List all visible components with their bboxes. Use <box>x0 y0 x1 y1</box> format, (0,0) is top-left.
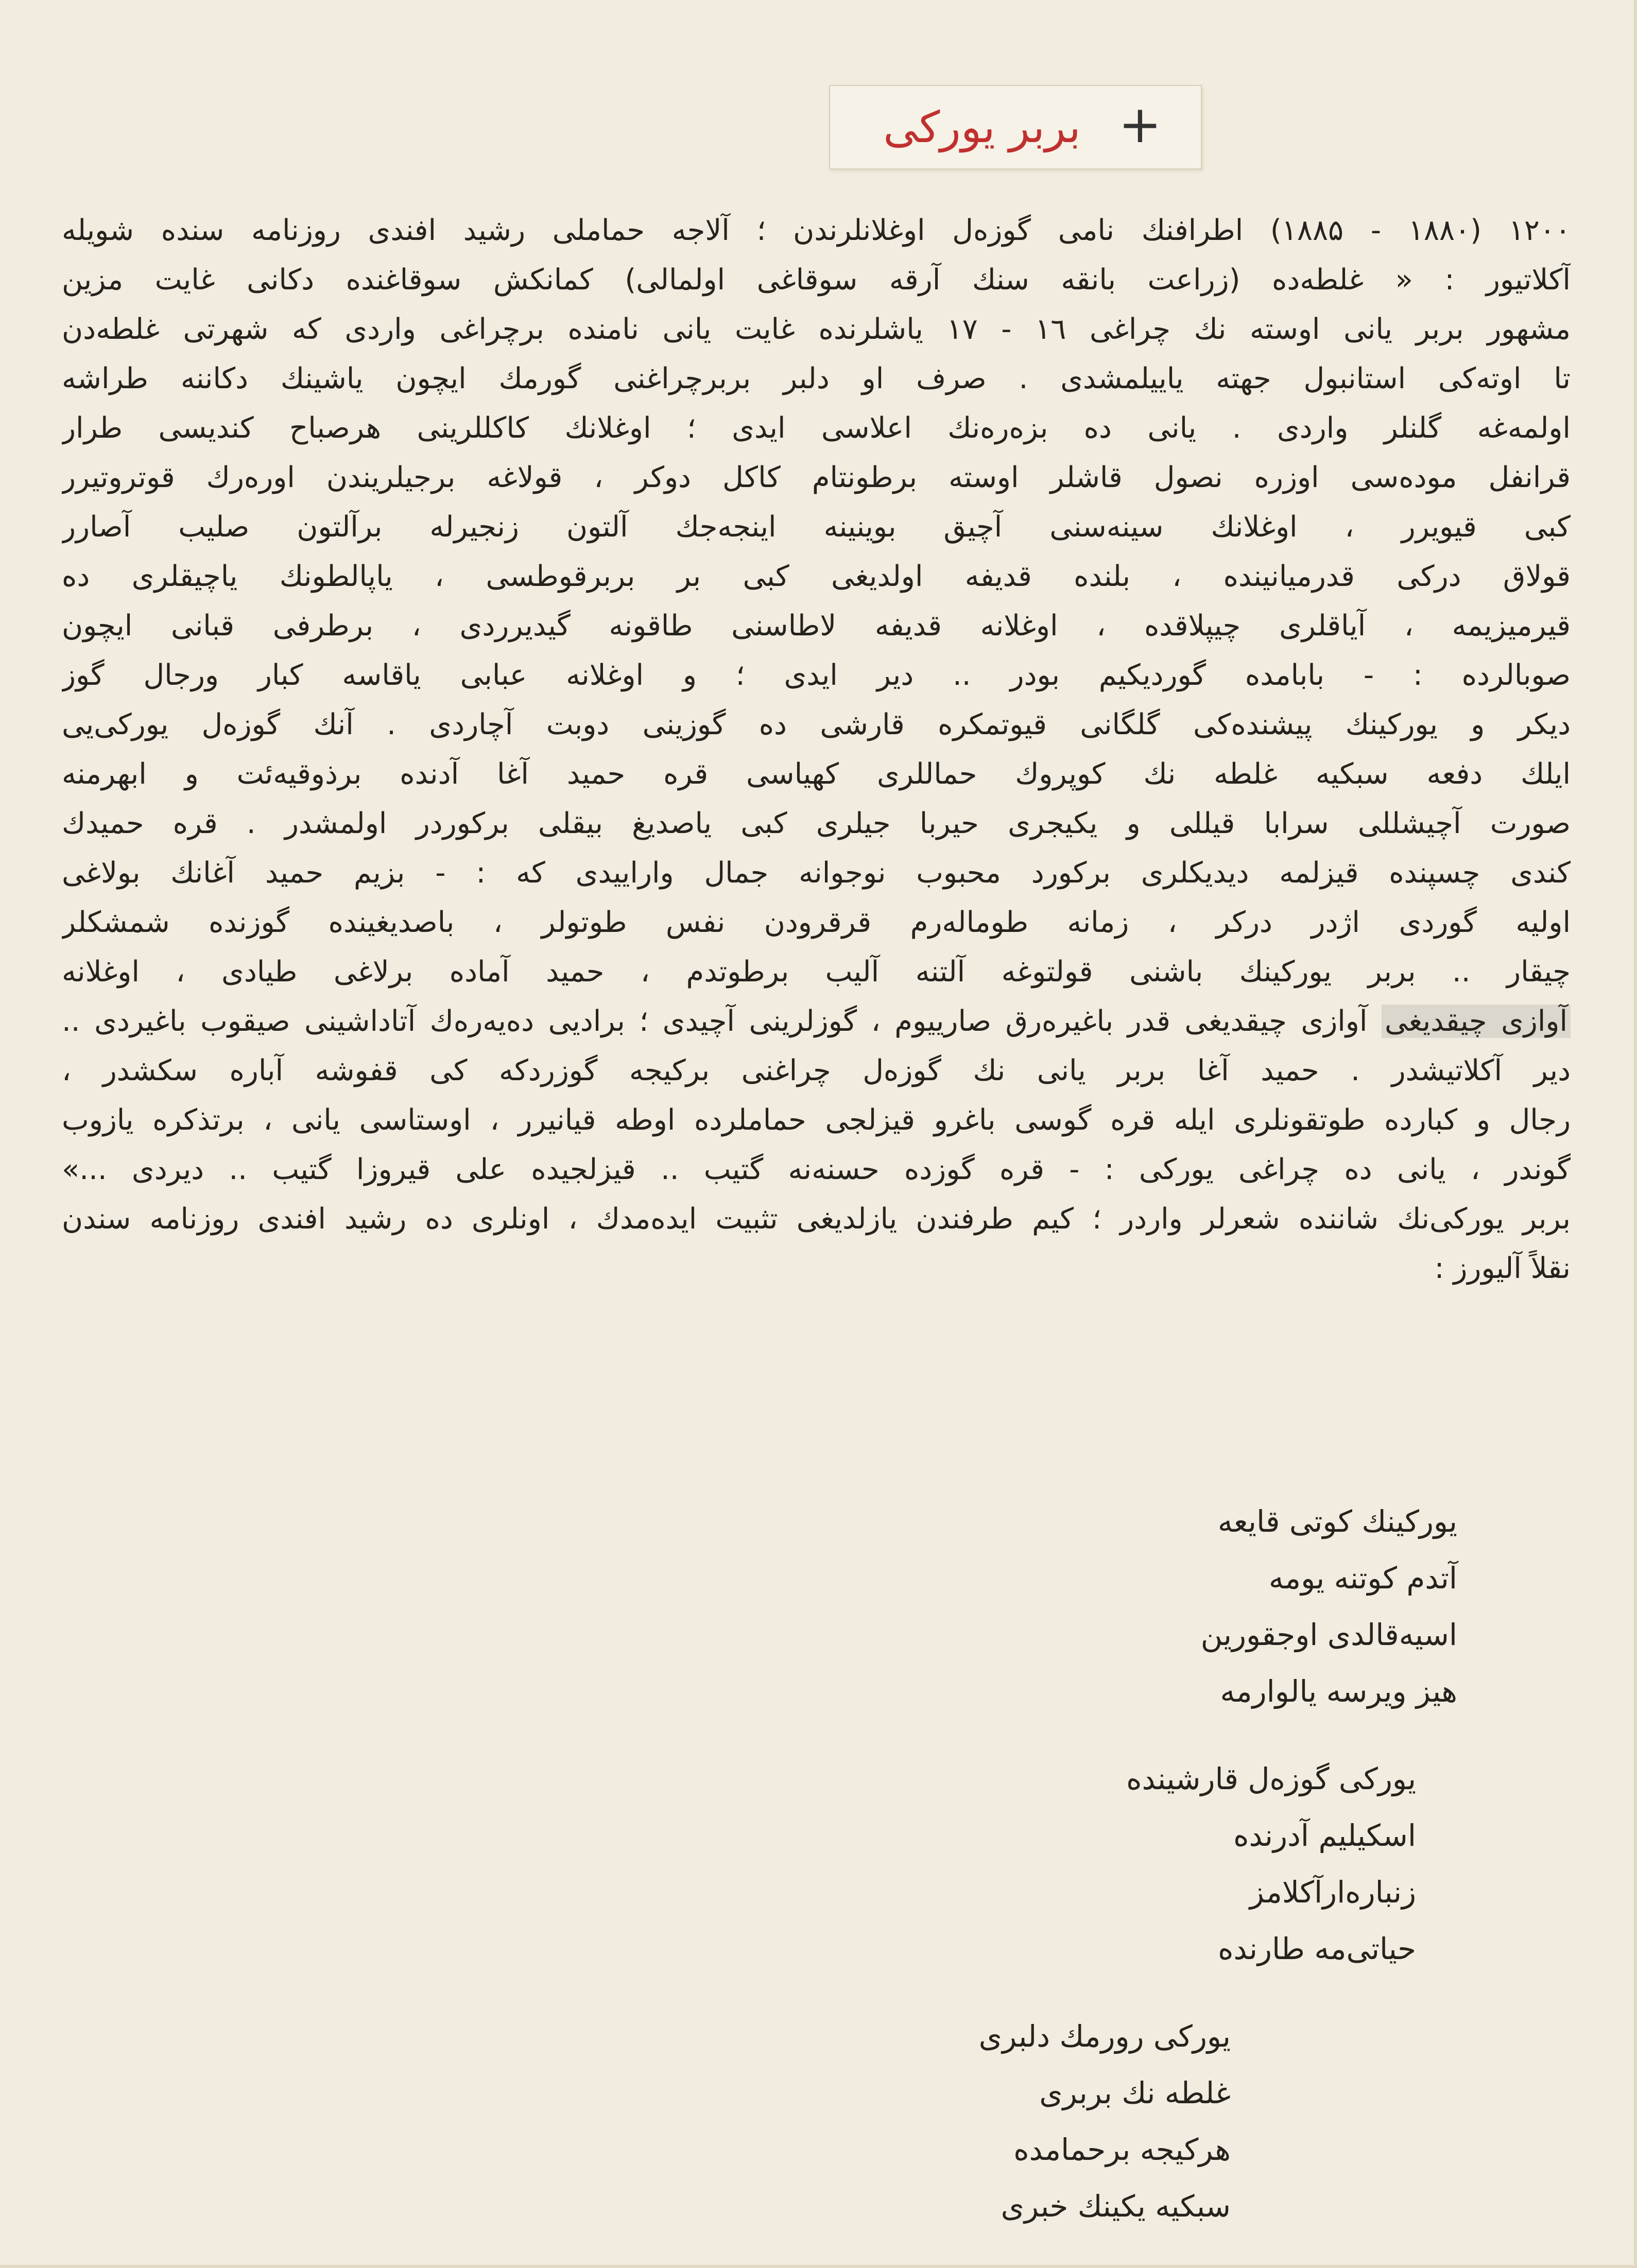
document-title: بربر یورکی <box>883 102 1081 152</box>
verse-line: زنباره‌ارآکلامز <box>1249 1875 1416 1910</box>
verse-line: یورکی رورمك دلبری <box>978 2019 1231 2054</box>
paragraph-line-highlighted <box>62 997 1571 1046</box>
stanza-2 <box>633 1751 1416 1977</box>
paragraph-line: دیر آکلاتیشدر . حمید آغا بربر یانی نك گوزه‌ل چراغنی برکیجه گوزردکه کی قفوشه آباره سکشدر ، <box>62 1054 1571 1087</box>
paragraph-line: قیرمیزیمه ، آیاقلری چیپلاقده ، اوغلانه قدیفه‌ لاطاسنی طاقونه گیدیرردی ، برطرفی قبانی ایچون <box>62 609 1571 643</box>
paragraph-line: صوبالرده : - بابامده گوردیکیم بودر .. دیر ایدی ؛ و اوغلانه عبابی یاقاسه کبار ورجال گوز <box>62 659 1571 692</box>
verses <box>633 1493 1457 2265</box>
title-slip <box>829 85 1202 169</box>
title-plus-mark: + <box>1118 94 1162 154</box>
paragraph-line-text: آوازی چیقدیغی قدر باغیره‌رق صارییوم ، گوزلرینی آچیدی ؛ برادیی ده‌یه‌ره‌ك آتاداشینی صیقوب باغیردی .. <box>62 1005 1368 1038</box>
verse-line: حیاتی‌مه طارنده <box>1218 1931 1416 1966</box>
closing-line: نقلاً آلیورز : <box>1434 1252 1571 1285</box>
paragraph-line: اولیه گوردی اژدر درکر ، زمانه طوماله‌رم قرقرودن نفس طوتولر ، باصدیغینده گوزنده شمشکلر <box>62 906 1571 939</box>
paragraph-line: چیقار .. بربر یورکینك باشنی قولتوغه آلتنه آلیب برطوتدم ، حمید آماده برلاغی طیادی ، اوغلانه <box>62 955 1571 989</box>
paragraph-line: تا اوته‌کی استانبول جهته یاییلمشدی . صرف او دلبر بربرچراغنی گورمك ایچون یاشینك دکاننه طراشه <box>62 362 1571 395</box>
highlighted-phrase: آوازی چیقدیغی <box>1382 1005 1571 1038</box>
verse-line: یورکی گوزه‌ل قارشینده <box>1126 1761 1416 1796</box>
paragraph-line: کبی قیویرر ، اوغلانك سینه‌سنی آچیق بوینینه اینجه‌جك آلتون زنجیرله برآلتون صلیب آصارر <box>62 510 1571 544</box>
verse-line: سبکیه یکینك خبری <box>1001 2189 1231 2224</box>
paragraph-line: آکلاتیور : « غلطه‌ده (زراعت بانقه سنك آرقه سوقاغی اولمالی) کمانکش سوقاغنده دکانی غایت مزین <box>62 263 1571 297</box>
paragraph-line: رجال و کبارده طوتقونلری ایله قره گوسی باغرو قیزلجی حماملرده اوطه قیانیرر ، اوستاسی یانی ، برتذکره یازوب <box>62 1103 1571 1137</box>
stanza-3 <box>633 2008 1231 2235</box>
paragraph-line: اولمه‌غه گلنلر واردی . یانی ده بزه‌ره‌نك اعلاسی ایدی ؛ اوغلانك کاکللرینی هرصباح کندیسی طرار <box>62 411 1571 445</box>
verse-line: آتدم کوتنه یومه <box>1268 1561 1457 1596</box>
paragraph-line: قرانفل موده‌سی اوزره نصول قاشلر اوسته برطونتام کاکل دوکر ، قولاغه برجیلریندن اوره‌رك قوتروتیرر <box>62 461 1571 494</box>
verse-line: هیز ویرسه یالوارمه <box>1220 1674 1457 1709</box>
closing-line: بربر یورکی‌نك شاننده شعرلر واردر ؛ کیم طرفندن یازلدیغی تثبیت ایده‌مدك ، اونلری ده رشید افندی روزنامه سندن <box>62 1202 1571 1236</box>
verse-line: یورکینك کوتی قایعه <box>1217 1504 1457 1539</box>
paragraph-line: صورت آچیشللی سرابا قیللی و یکیجری حیربا جیلری کبی یاصدیغ بیقلی برکوردر اولمشدر . قره حمیدك <box>62 807 1571 840</box>
paragraph-line: دیکر و یورکینك پیشنده‌کی گلگانی قیوتمکره قارشی ده گوزینی دوبت آچاردی . آنك گوزه‌ل یورکی‌یی <box>62 708 1571 741</box>
paragraph-line: گوندر ، یانی ده چراغی یورکی : - قره گوزده حسنه‌نه گتیب .. قیزلجیده علی قیروزا گتیب .. دیردی ...» <box>62 1153 1571 1186</box>
paragraph-line: قولاق درکی قدرمیانینده ، بلنده قدیفه اولدیغی کبی بر بربرقوطسی ، یاپالطونك یاچیقلری ده <box>62 560 1571 593</box>
body-text <box>62 206 1571 1293</box>
paragraph-line: کندی چسپنده قیزلمه دیدیکلری برکورد محبوب نوجوانه جمال واراییدی که : - بزیم حمید آغانك بولاغی <box>62 856 1571 890</box>
paragraph-line: ایلك دفعه سبکیه غلطه نك کوپروك حماللری کهیاسی قره حمید آغا آدنده برذوقیه‌ئت و ابهرمنه <box>62 757 1571 791</box>
paragraph-line: ۱۲۰۰ (۱۸۸۰ - ۱۸۸۵) اطرافنك نامی گوزه‌ل اوغلانلرندن ؛ آلاجه حماملی رشید افندی روزنامه سنده شویله <box>62 214 1571 247</box>
paragraph-line: مشهور بربر یانی اوسته نك چراغی ١٦ - ١٧ یاشلرنده غایت یانی نامنده برچراغی واردی که شهرتی غلطه‌دن <box>62 313 1571 346</box>
stanza-1 <box>633 1493 1457 1720</box>
verse-line: غلطه نك بربری <box>1039 2075 1231 2110</box>
verse-line: اسیه‌قالدی اوجقورین <box>1200 1617 1457 1652</box>
verse-line: اسکیلیم آدرنده <box>1233 1818 1416 1853</box>
verse-line: هرکیجه برحمامده <box>1013 2132 1231 2167</box>
